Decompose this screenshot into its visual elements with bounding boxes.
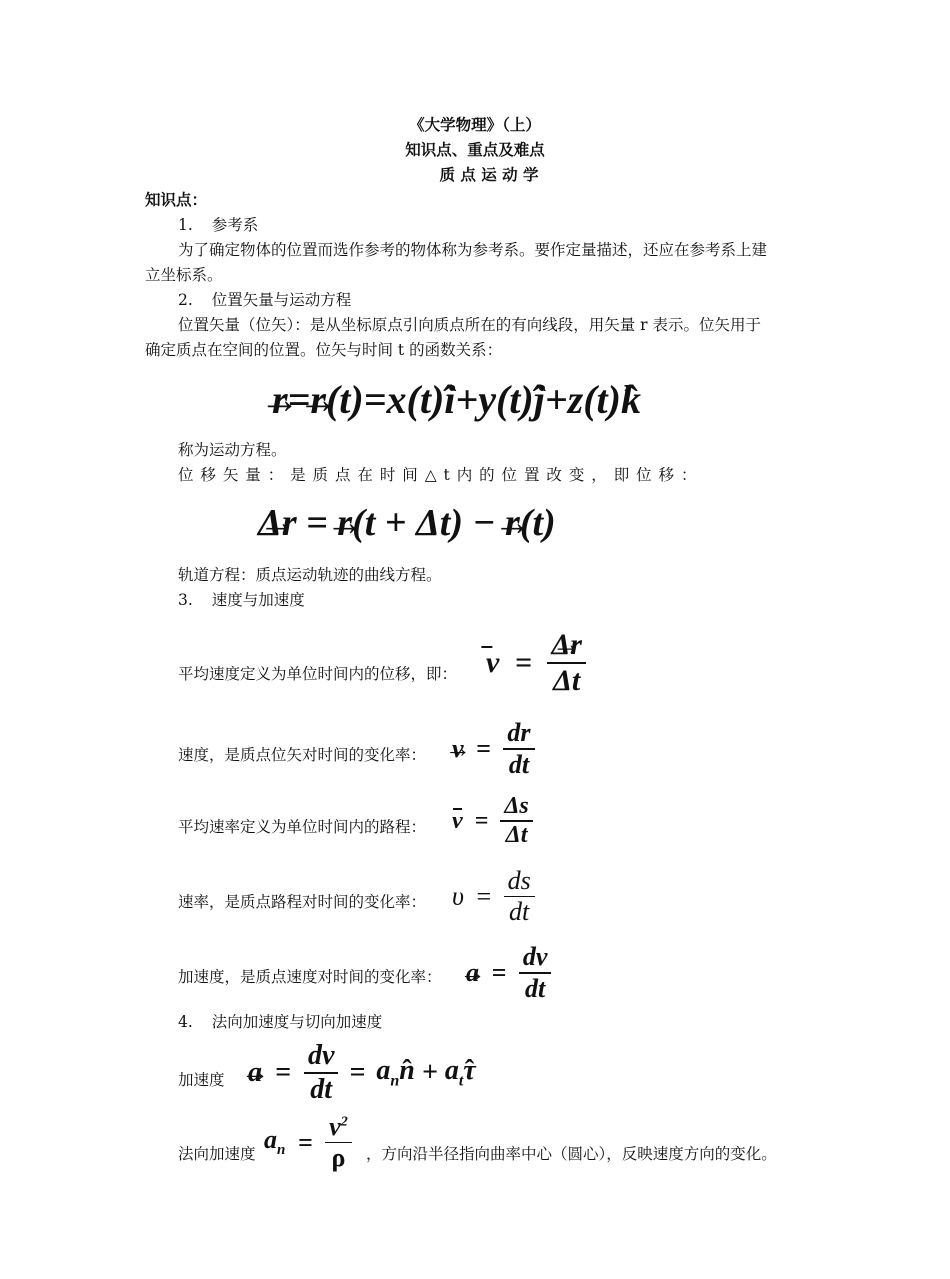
document-subtitle: 知识点、重点及难点 [405, 140, 545, 159]
item-label: 位置矢量与运动方程 [211, 291, 352, 309]
v-vector: → v [452, 734, 464, 764]
t-plus-dt-argument: (t + Δt) [352, 502, 463, 544]
item-2-heading [178, 290, 351, 310]
item-1-heading [178, 215, 258, 235]
displacement-definition: 位 移 矢 量 ： 是 质 点 在 时 间 △ t 内 的 位 置 改 变 ， 即 位 移 ： [178, 466, 698, 484]
speed-symbol: υ [452, 881, 464, 911]
n-subscript: n [277, 1142, 286, 1159]
speed-text: 速率，是质点路程对时间的变化率： [178, 893, 427, 911]
numerator: dv [522, 942, 548, 971]
t-argument: (t) [495, 377, 534, 422]
r-vector: → r [272, 372, 288, 428]
unit-tau: ˆ τ [463, 1055, 475, 1087]
r-vector: → r [310, 372, 326, 428]
item-number: 1. [178, 216, 193, 234]
fraction [304, 1040, 338, 1106]
fraction [504, 866, 535, 927]
avg-speed-formula [452, 793, 533, 849]
item-label: 速度与加速度 [211, 591, 305, 609]
unit-k: ˆ k [621, 372, 641, 428]
a-symbol: a [444, 1055, 459, 1087]
v-symbol: v [329, 1112, 341, 1141]
a-vector: → a [466, 958, 479, 988]
chapter-title: 质 点 运 动 学 [439, 165, 539, 184]
unit-j: ˆ j [534, 372, 545, 428]
equals-sign: = [363, 377, 387, 422]
item-number: 3. [178, 591, 193, 609]
fraction [500, 793, 532, 849]
trajectory-definition: 轨道方程：质点运动轨迹的曲线方程。 [178, 566, 442, 584]
displacement-equation [258, 497, 556, 549]
r-vector: → r [505, 497, 520, 549]
paragraph-reference-frame-line1: 为了确定物体的位置而选作参考的物体称为参考系。要作定量描述，还应在参考系上建 [178, 241, 768, 259]
avg-velocity-text: 平均速度定义为单位时间内的位移，即： [178, 665, 458, 683]
v-bar: v [486, 646, 500, 679]
x-component: x [386, 377, 407, 422]
item-3-heading [178, 590, 305, 610]
z-component: z [567, 377, 584, 422]
fraction [547, 628, 585, 698]
acceleration-label: 加速度 [178, 1071, 225, 1089]
a-n-symbol [264, 1125, 286, 1159]
normal-term [376, 1055, 415, 1090]
speed-formula [452, 866, 535, 927]
t-argument: (t) [325, 377, 364, 422]
denominator: dt [524, 974, 546, 1003]
paragraph-reference-frame-line2: 立坐标系。 [145, 266, 223, 284]
denominator: ρ [331, 1143, 346, 1172]
velocity-text: 速度，是质点位矢对时间的变化率： [178, 746, 427, 764]
denominator: Δt [505, 822, 528, 848]
plus-sign: + [544, 377, 568, 422]
fraction [325, 1112, 352, 1173]
paragraph-position-vector-line1: 位置矢量（位矢）：是从坐标原点引向质点所在的有向线段，用矢量 r 表示。位矢用于 [178, 316, 762, 334]
a-symbol: a [376, 1055, 391, 1087]
item-number: 2. [178, 291, 193, 309]
section-heading: 知识点： [145, 190, 208, 209]
n-subscript: n [390, 1072, 400, 1090]
numerator: ds [507, 866, 531, 895]
plus-sign: + [421, 1057, 438, 1088]
acceleration-formula [466, 942, 551, 1004]
equals-sign: = [287, 377, 311, 422]
denominator: dt [509, 897, 530, 926]
document-title: 《大学物理》（上） [409, 115, 541, 134]
equals-sign: = [476, 734, 491, 763]
tangential-term [444, 1055, 476, 1090]
fraction [503, 718, 534, 780]
t-argument: (t) [583, 377, 621, 422]
y-component: y [478, 377, 496, 422]
equals-sign: = [275, 1057, 291, 1088]
minus-sign: − [472, 502, 496, 544]
numerator: dr [507, 718, 531, 747]
motion-equation-label: 称为运动方程。 [178, 441, 287, 459]
item-label: 法向加速度与切向加速度 [211, 1013, 383, 1031]
a-symbol: a [264, 1125, 277, 1155]
unit-i: ˆ i [444, 372, 455, 428]
fraction [519, 942, 552, 1004]
equals-sign: = [297, 1127, 313, 1157]
delta-r-vector: → Δr [258, 497, 297, 549]
denominator: Δt [553, 664, 581, 697]
equals-sign: = [474, 807, 489, 834]
normal-accel-label: 法向加速度 [178, 1145, 256, 1163]
avg-velocity-formula [486, 628, 586, 698]
numerator: Δs [504, 793, 529, 819]
equals-sign: = [349, 1057, 366, 1088]
item-4-heading [178, 1012, 382, 1032]
numerator: dv [307, 1040, 335, 1071]
t-argument: (t) [406, 377, 445, 422]
paragraph-position-vector-line2: 确定质点在空间的位置。位矢与时间 t 的函数关系： [145, 341, 503, 359]
avg-speed-text: 平均速率定义为单位时间内的路程： [178, 818, 427, 836]
plus-sign: + [455, 377, 479, 422]
a-vector: → a [248, 1057, 262, 1089]
square-exponent: 2 [340, 1114, 348, 1130]
r-vector: → r [337, 497, 352, 549]
denominator: dt [310, 1074, 333, 1105]
t-argument: (t) [519, 502, 556, 544]
velocity-formula [452, 718, 535, 780]
equals-sign: = [514, 646, 532, 679]
item-number: 4. [178, 1013, 193, 1031]
equals-sign: = [491, 958, 507, 987]
motion-equation [272, 372, 641, 428]
acceleration-decomposition-formula [248, 1040, 476, 1106]
acceleration-text: 加速度，是质点速度对时间的变化率： [178, 968, 442, 986]
equals-sign: = [476, 881, 492, 911]
unit-n: ˆ n [399, 1055, 415, 1087]
numerator [325, 1112, 352, 1142]
equals-sign: = [306, 502, 328, 544]
denominator: dt [508, 750, 530, 779]
normal-accel-description: ，方向沿半径指向曲率中心（圆心），反映速度方向的变化。 [366, 1145, 777, 1163]
t-subscript: t [458, 1072, 464, 1090]
item-label: 参考系 [211, 216, 259, 234]
v-bar: v [452, 807, 463, 834]
numerator: → Δr [547, 628, 585, 662]
normal-accel-formula [264, 1112, 352, 1173]
